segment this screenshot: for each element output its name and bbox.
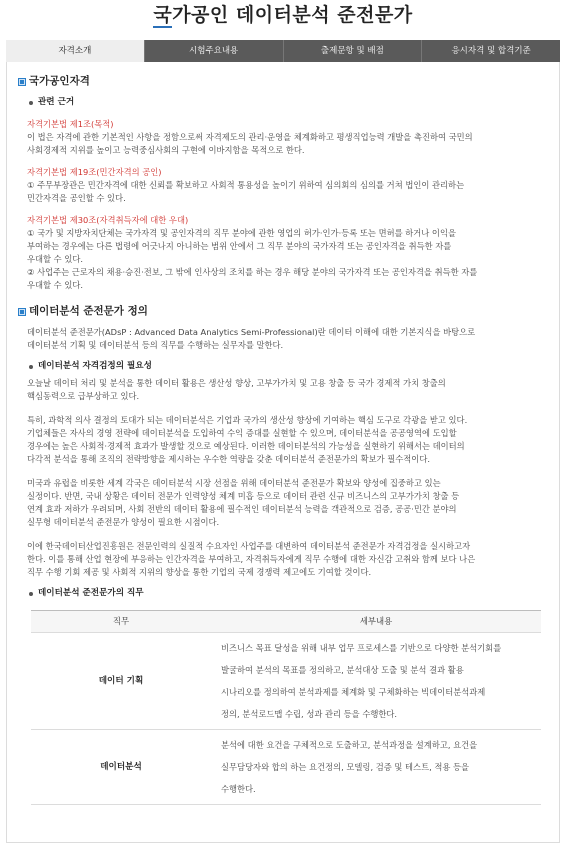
tab-eligibility-passing[interactable]: 응시자격 및 합격기준 [421,40,560,62]
text-line: 오늘날 데이터 처리 및 분석을 통한 데이터 활용은 생산성 향상, 고부가가치 및 고용 창출 등 국가 경제적 가치 창출의 [27,378,446,388]
text-line: 발굴하여 분석의 목표를 정의하고, 분석대상 도출 및 분석 결과 활용 [221,665,464,675]
text-line: 경우에는 높은 사회적·경제적 효과가 발생할 것으로 예상된다. 이러한 데이터분석의 가능성을 실현하기 위해서는 데이터의 [27,441,465,451]
tab-exam-content[interactable]: 시험주요내용 [144,40,283,62]
necessity-paragraph-4 [27,540,549,579]
page-title [0,0,566,40]
text-line: 분석에 대한 요건을 구체적으로 도출하고, 분석과정을 설계하고, 요건을 [221,740,478,750]
table-row [31,633,541,730]
section-title-definition: 데이터분석 준전문가 정의 [19,305,549,318]
tab-qualification-intro[interactable]: 자격소개 [6,40,144,62]
text-line: 한다. 이를 통해 산업 현장에 부응하는 인간자격을 부여하고, 자격취득자에게 직무 수행에 대한 자신감 고취와 함께 보다 나은 [27,554,476,564]
law-heading: 자격기본법 제19조(민간자격의 공인) [27,167,162,177]
text-line: 우대할 수 있다. [27,280,84,290]
text-line: 핵심동력으로 급부상하고 있다. [27,391,140,401]
tab-questions-scoring[interactable]: 출제문항 및 배점 [283,40,422,62]
dot-bullet-icon [29,592,33,596]
text-line: 민간자격을 공인할 수 있다. [27,193,126,203]
text-line: 이 법은 자격에 관한 기본적인 사항을 정함으로써 자격제도의 관리·운영을 체계화하고 평생직업능력 개발을 촉진하여 국민의 [27,132,473,142]
dot-bullet-icon [29,365,33,369]
text-line: 시나리오를 정의하여 분석과제를 체계화 및 구체화하는 빅데이터분석과제 [221,687,486,697]
text-line: 다각적 분석을 통해 조직의 전략방향을 제시하는 우수한 역량을 갖춘 데이터분석 준전문가의 확보가 필수적이다. [27,454,430,464]
text-line: 정의, 분석로드맵 수립, 성과 관리 등을 수행한다. [221,709,398,719]
text-line: 수행한다. [221,784,256,794]
square-bullet-icon [19,309,25,315]
section-title-national-cert: 국가공인자격 [19,75,549,88]
text-line: 실정이다. 반면, 국내 상황은 데이터 전문가 인력양성 체계 미흡 등으로 데이터 관련 신규 비즈니스의 고부가가치 창출 등 [27,491,460,501]
duty-name-cell: 데이터 기획 [31,633,211,730]
necessity-paragraph-2 [27,414,549,466]
text-line: 이에 한국데이터산업진흥원은 전문인력의 실질적 수요자인 사업주를 대변하여 데이터분석 준전문가 자격검정을 실시하고자 [27,541,471,551]
subtitle-legal-basis: 관련 근거 [29,96,549,109]
dot-bullet-icon [29,101,33,105]
table-header-row [31,611,541,633]
table-row [31,730,541,805]
text-line: 실무담당자와 합의 하는 요건정의, 모델링, 검증 및 테스트, 적용 등을 [221,762,470,772]
text-line: 미국과 유럽을 비롯한 세계 각국은 데이터분석 시장 선점을 위해 데이터분석 준전문가 확보와 양성에 집중하고 있는 [27,478,441,488]
square-bullet-icon [19,79,25,85]
text-line: 실무형 데이터분석 준전문가 양성이 필요한 시점이다. [27,517,220,527]
page-title-rest: 가공인 데이터분석 준전문가 [172,4,413,26]
page-title-accent: 국 [153,4,173,26]
law-heading: 자격기본법 제1조(목적) [27,119,114,129]
table-header-details: 세부내용 [211,611,541,633]
text-line: 부여하는 경우에는 다른 법령에 어긋나지 아니하는 범위 안에서 그 직무 분야의 국가자격 또는 공인자격을 취득한 자를 [27,241,452,251]
text-line: ① 국가 및 지방자치단체는 국가자격 및 공인자격의 직무 분야에 관한 영업의 허가·인가·등록 또는 면허를 하거나 이익을 [27,228,456,238]
text-line: ② 사업주는 근로자의 채용·승진·전보, 그 밖에 인사상의 조치를 하는 경우 해당 분야의 국가자격 또는 공인자격을 취득한 자를 [27,267,478,277]
text-line: 연계 효과 저하가 우려되며, 사회 전반의 데이터 활용에 필수적인 데이터분석 능력을 객관적으로 검증, 공공·민간 분야의 [27,504,457,514]
duty-desc-cell [211,730,541,805]
law-article-1 [27,118,549,157]
law-article-19 [27,166,549,205]
duty-desc-cell [211,633,541,730]
definition-intro [27,326,549,352]
tab-bar [6,40,560,62]
content-frame [6,62,560,843]
text-line: 기업체들은 자사의 경영 전략에 데이터분석을 도입하여 수익 증대를 실현할 수 있으며, 데이터분석을 공공영역에 도입할 [27,428,457,438]
text-line: 우대할 수 있다. [27,254,84,264]
text-line: 데이터분석 기획 및 데이터분석 등의 직무를 수행하는 실무자를 말한다. [27,340,284,350]
table-header-duty: 직무 [31,611,211,633]
subtitle-necessity: 데이터분석 자격검정의 필요성 [29,360,549,373]
duty-name-cell: 데이터분석 [31,730,211,805]
text-line: 특히, 과학적 의사 결정의 토대가 되는 데이터분석은 기업과 국가의 생산성 향상에 기여하는 핵심 도구로 각광을 받고 있다. [27,415,468,425]
text-line: 데이터분석 준전문가(ADsP : Advanced Data Analytics Semi-Professional)란 데이터 이해에 대한 기본지식을 바탕으로 [27,327,476,337]
law-article-30 [27,214,549,292]
law-heading: 자격기본법 제30조(자격취득자에 대한 우대) [27,215,189,225]
necessity-paragraph-3 [27,477,549,529]
duty-table [31,610,541,805]
text-line: 직무 수행 기회 제공 및 사회적 지위의 향상을 통한 기업의 국제 경쟁력 제고에도 기여할 것이다. [27,567,372,577]
text-line: 사회경제적 지위를 높이고 능력중심사회의 구현에 이바지함을 목적으로 한다. [27,145,305,155]
text-line: ① 주무부장관은 민간자격에 대한 신뢰를 확보하고 사회적 통용성을 높이기 위하여 심의회의 심의를 거쳐 법인이 관리하는 [27,180,465,190]
subtitle-duties: 데이터분석 준전문가의 직무 [29,587,549,600]
text-line: 비즈니스 목표 달성을 위해 내부 업무 프로세스를 기반으로 다양한 분석기회를 [221,643,502,653]
necessity-paragraph-1 [27,377,549,403]
